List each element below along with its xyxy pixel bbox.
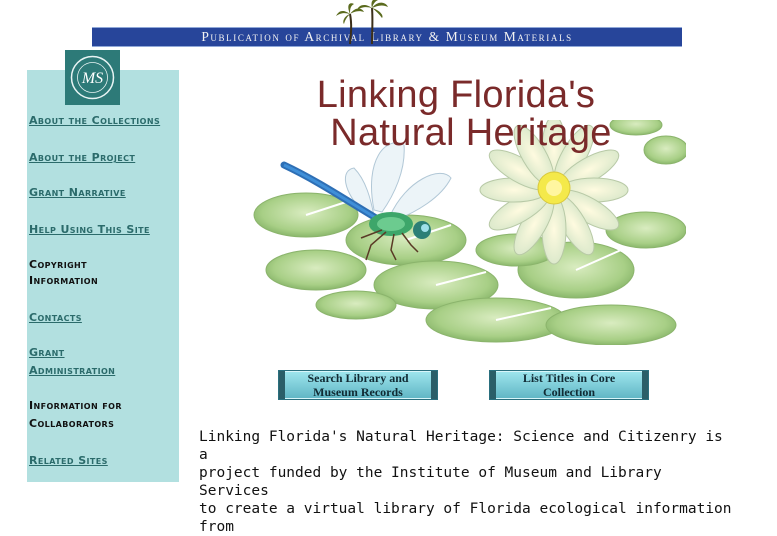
imls-logo [65,50,120,105]
description-line: project funded by the Institute of Museum and Library Services [199,465,662,499]
sidebar-item-grant-line1[interactable]: Grant [29,346,65,359]
sidebar-item-grant-narrative[interactable]: Grant Narrative [29,186,126,199]
search-button-line-1: Search Library and [307,371,409,385]
sidebar-item-copyright-line2: Information [29,274,99,287]
search-button-line-2: Museum Records [313,385,403,399]
list-titles-button[interactable] [489,370,649,400]
palm-trees-icon [332,0,392,46]
list-button-line-2: Collection [543,385,595,399]
sidebar-item-related-sites[interactable]: Related Sites [29,454,108,467]
description-line: Linking Florida's Natural Heritage: Science and Citizenry is a [199,429,723,463]
search-records-button[interactable] [278,370,438,400]
list-button-line-1: List Titles in Core [522,371,616,385]
logo-text: MS [81,70,104,87]
sidebar-item-help[interactable]: Help Using This Site [29,223,150,236]
sidebar-item-collaborators-line1: Information for [29,399,122,412]
banner-title: Publication of Archival Library & Museum Materials [201,29,573,44]
title-line-2: Natural Heritage [330,112,612,154]
title-line-1: Linking Florida's [316,74,596,116]
project-description [199,428,739,536]
sidebar-item-copyright-line1: Copyright [29,258,87,271]
sidebar-item-grant-line2[interactable]: Administration [29,364,116,377]
sidebar-item-collaborators-line2: Collaborators [29,417,115,430]
sidebar-item-about-collections[interactable]: About the Collections [29,114,161,127]
sidebar-item-contacts[interactable]: Contacts [29,311,82,324]
sidebar-item-about-project[interactable]: About the Project [29,151,136,164]
page-title [216,76,696,152]
description-line: to create a virtual library of Florida ecological information from [199,501,732,535]
